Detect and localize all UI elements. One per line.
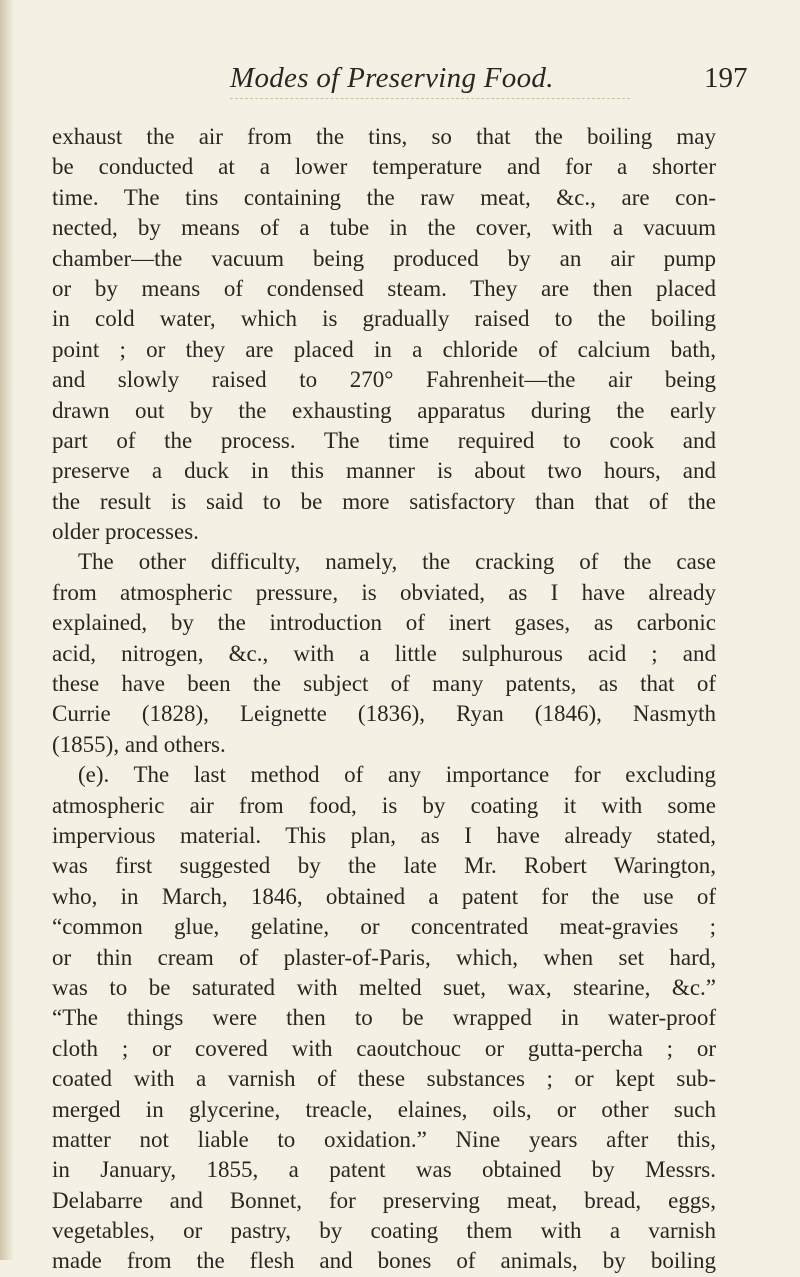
text-line: The other difficulty, namely, the cracking of the case (78, 549, 716, 575)
text-line: was first suggested by the late Mr. Robert Warington, (52, 853, 716, 879)
text-line: Delabarre and Bonnet, for preserving meat, bread, eggs, (52, 1187, 716, 1213)
text-line: and slowly raised to 270° Fahrenheit—the air being (52, 367, 716, 393)
text-line: nected, by means of a tube in the cover, with a vacuum (52, 215, 716, 241)
text-line: drawn out by the exhausting apparatus during the early (52, 397, 716, 423)
text-line: or by means of condensed steam. They are then placed (52, 275, 716, 301)
running-title: Modes of Preserving Food. (230, 62, 554, 94)
header-rule (230, 98, 630, 99)
text-line: the result is said to be more satisfactory than that of the (52, 488, 716, 514)
text-line: vegetables, or pastry, by coating them with a varnish (52, 1218, 716, 1244)
text-line: “The things were then to be wrapped in water-proof (52, 1005, 716, 1031)
text-line: be conducted at a lower temperature and for a shorter (52, 154, 716, 180)
text-line: who, in March, 1846, obtained a patent for the use of (52, 883, 716, 909)
text-line: from atmospheric pressure, is obviated, as I have already (52, 579, 716, 605)
text-line: time. The tins containing the raw meat, &c., are con- (52, 184, 716, 210)
text-line: these have been the subject of many patents, as that of (52, 671, 716, 697)
text-line: part of the process. The time required to cook and (52, 427, 716, 453)
text-line: impervious material. This plan, as I have already stated, (52, 822, 716, 848)
text-line: exhaust the air from the tins, so that the boiling may (52, 124, 716, 149)
text-line: (e). The last method of any importance for excluding (78, 762, 716, 788)
text-line: matter not liable to oxidation.” Nine years after this, (52, 1126, 716, 1152)
text-line: in cold water, which is gradually raised to the boiling (52, 306, 716, 332)
text-line: in January, 1855, a patent was obtained by Messrs. (52, 1157, 716, 1183)
text-line: “common glue, gelatine, or concentrated meat-gravies ; (52, 914, 716, 940)
text-line: chamber—the vacuum being produced by an air pump (52, 245, 716, 271)
text-line: older processes. (52, 519, 199, 545)
text-line: coated with a varnish of these substances ; or kept sub- (52, 1066, 716, 1092)
text-line: atmospheric air from food, is by coating it with some (52, 792, 716, 818)
text-line: merged in glycerine, treacle, elaines, oils, or other such (52, 1096, 716, 1122)
text-line: or thin cream of plaster-of-Paris, which, when set hard, (52, 944, 716, 970)
body-text (52, 122, 716, 1277)
text-line: explained, by the introduction of inert gases, as carbonic (52, 610, 716, 636)
text-line: point ; or they are placed in a chloride of calcium bath, (52, 336, 716, 362)
text-line: Currie (1828), Leignette (1836), Ryan (1846), Nasmyth (52, 701, 716, 727)
page-binding-edge (0, 0, 14, 1260)
page-number: 197 (704, 62, 748, 94)
text-line: preserve a duck in this manner is about two hours, and (52, 458, 716, 484)
text-line: cloth ; or covered with caoutchouc or gutta-percha ; or (52, 1035, 716, 1061)
text-line: (1855), and others. (52, 731, 226, 757)
page-header (0, 62, 800, 102)
text-line: was to be saturated with melted suet, wax, stearine, &c.” (52, 974, 716, 1000)
text-line: made from the flesh and bones of animals, by boiling (52, 1248, 716, 1274)
text-line: acid, nitrogen, &c., with a little sulphurous acid ; and (52, 640, 716, 666)
